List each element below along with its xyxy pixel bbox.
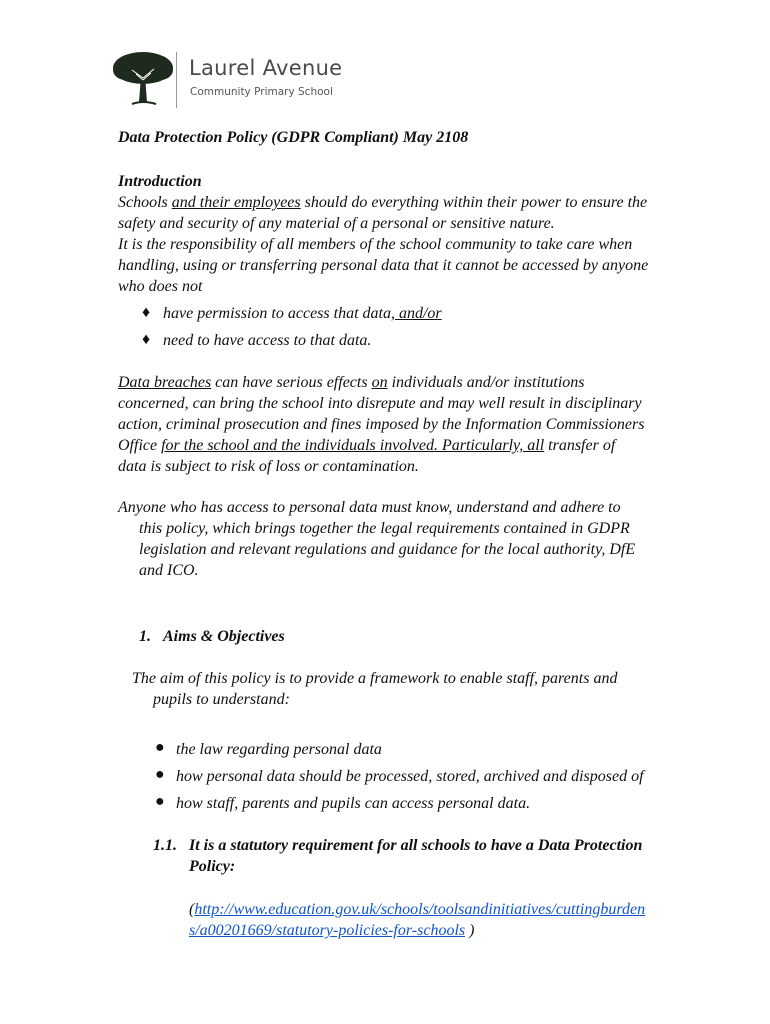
- statutory-policies-link[interactable]: http://www.education.gov.uk/schools/toolsandinitiatives/cuttingburden: [194, 901, 646, 918]
- intro-line: who does not: [118, 278, 203, 295]
- round-bullet-icon: ●: [155, 793, 165, 810]
- list-item: how staff, parents and pupils can access personal data.: [176, 795, 531, 812]
- intro-line: Schools and their employees should do everything within their power to ensure the: [118, 194, 648, 211]
- access-line: this policy, which brings together the legal requirements contained in GDPR: [139, 520, 630, 537]
- subsection-line: It is a statutory requirement for all schools to have a Data Protection: [189, 837, 643, 854]
- aim-line: pupils to understand:: [153, 691, 290, 708]
- intro-heading: Introduction: [118, 173, 202, 190]
- statutory-policies-link-continued[interactable]: s/a00201669/statutory-policies-for-schools: [189, 922, 466, 939]
- list-item: how personal data should be processed, stored, archived and disposed of: [176, 768, 644, 785]
- tree-logo-icon: [112, 50, 174, 108]
- round-bullet-icon: ●: [155, 766, 165, 783]
- breach-line: Office for the school and the individuals involved. Particularly, all transfer of: [118, 437, 616, 454]
- breach-line: action, criminal prosecution and fines imposed by the Information Commissioners: [118, 416, 645, 433]
- diamond-bullet-icon: ♦: [142, 304, 151, 321]
- intro-line: It is the responsibility of all members of the school community to take care when: [118, 236, 633, 253]
- list-item: need to have access to that data.: [163, 332, 372, 349]
- school-name: Laurel Avenue: [189, 56, 343, 80]
- access-line: legislation and relevant regulations and guidance for the local authority, DfE: [139, 541, 636, 558]
- breach-line: data is subject to risk of loss or contamination.: [118, 458, 419, 475]
- breach-line: concerned, can bring the school into disrepute and may well result in disciplinary: [118, 395, 642, 412]
- reference-link-line: s/a00201669/statutory-policies-for-schools ): [189, 922, 475, 939]
- subsection-line: Policy:: [189, 858, 236, 875]
- intro-line: handling, using or transferring personal data that it cannot be accessed by anyone: [118, 257, 649, 274]
- reference-link-line: (http://www.education.gov.uk/schools/toolsandinitiatives/cuttingburden: [189, 901, 646, 918]
- subsection-number: 1.1.: [153, 837, 177, 854]
- aim-line: The aim of this policy is to provide a framework to enable staff, parents and: [132, 670, 618, 687]
- diamond-bullet-icon: ♦: [142, 331, 151, 348]
- access-line: and ICO.: [139, 562, 199, 579]
- document-title: Data Protection Policy (GDPR Compliant) May 2108: [118, 129, 469, 146]
- list-item: the law regarding personal data: [176, 741, 382, 758]
- intro-line: safety and security of any material of a personal or sensitive nature.: [118, 215, 555, 232]
- logo-divider: [176, 52, 177, 108]
- section-heading: Aims & Objectives: [163, 628, 285, 645]
- round-bullet-icon: ●: [155, 739, 165, 756]
- breach-line: Data breaches can have serious effects on individuals and/or institutions: [118, 374, 585, 391]
- access-line: Anyone who has access to personal data must know, understand and adhere to: [118, 499, 621, 516]
- school-subtitle: Community Primary School: [190, 86, 333, 98]
- section-number: 1.: [139, 628, 151, 645]
- list-item: have permission to access that data, and/or: [163, 305, 442, 322]
